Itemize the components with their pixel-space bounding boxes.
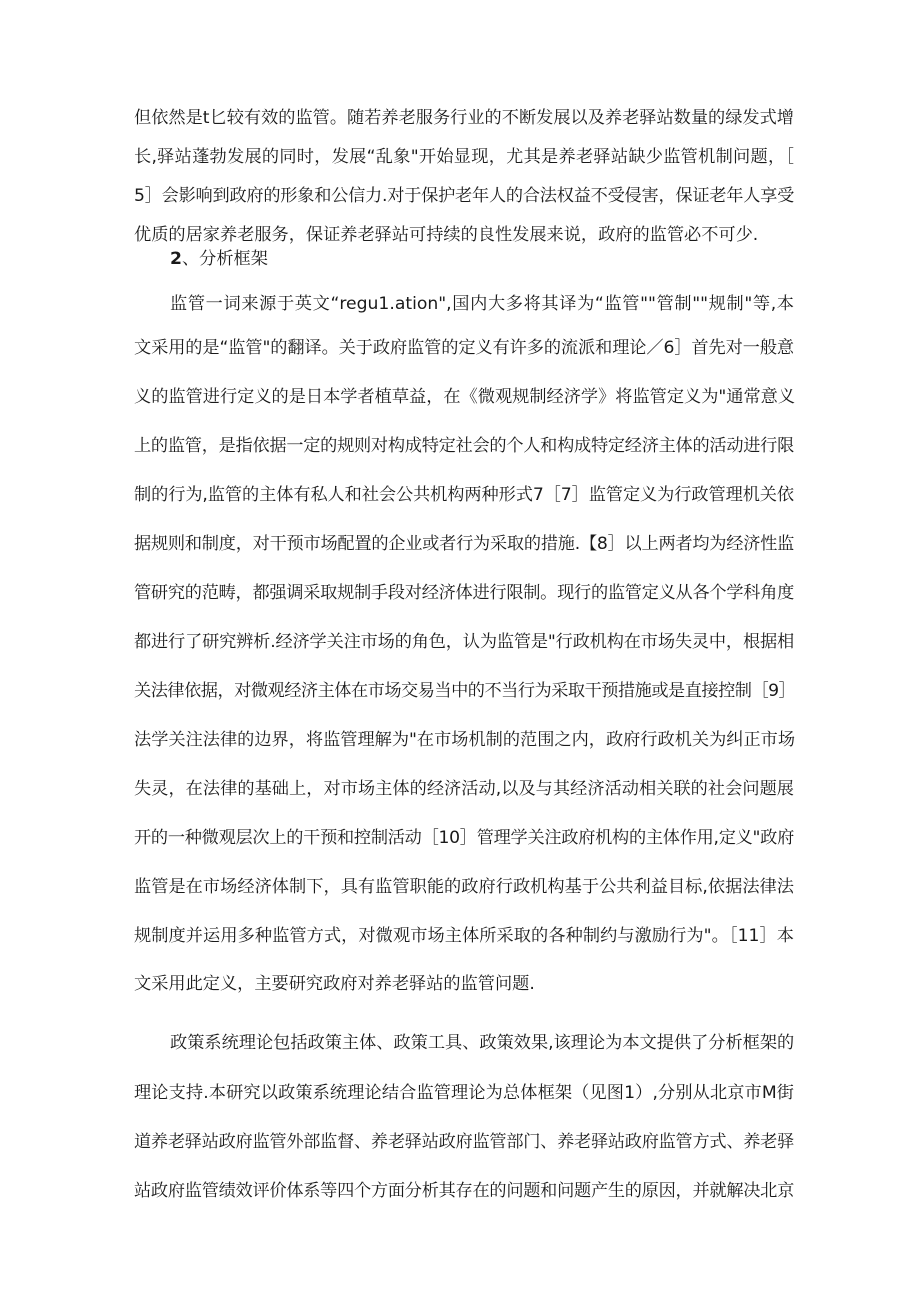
section-number: 2 bbox=[170, 249, 182, 269]
paragraph-line: 站政府监管绩效评价体系等四个方面分析其存在的问题和问题产生的原因，并就解决北京 bbox=[134, 1181, 794, 1201]
paragraph-line: 长,驿站蓬勃发展的同时，发展“乱象"开始显现，尤其是养老驿站缺少监管机制问题，［ bbox=[134, 147, 794, 167]
paragraph-line: 监管是在市场经济体制下，具有监管职能的政府行政机构基于公共利益目标,依据法律法 bbox=[134, 877, 794, 897]
paragraph-line: 理论支持.本研究以政策系统理论结合监管理论为总体框架（见图1）,分别从北京市M街 bbox=[134, 1083, 794, 1103]
paragraph-line: 文采用的是“监管"的翻译。关于政府监管的定义有许多的流派和理论／6］首先对一般意 bbox=[134, 338, 794, 358]
paragraph-line: 失灵，在法律的基础上，对市场主体的经济活动,以及与其经济活动相关联的社会问题展 bbox=[134, 779, 794, 799]
paragraph-line: 法学关注法律的边界，将监管理解为"在市场机制的范围之内，政府行政机关为纠正市场 bbox=[134, 730, 796, 750]
paragraph-line: 道养老驿站政府监管外部监督、养老驿站政府监管部门、养老驿站政府监管方式、养老驿 bbox=[134, 1132, 794, 1152]
paragraph-line: 都进行了研究辨析.经济学关注市场的角色，认为监管是"行政机构在市场失灵中，根据相 bbox=[134, 632, 794, 652]
paragraph-line: 但依然是t匕较有效的监管。随若养老服务行业的不断发展以及养老驿站数量的绿发式增 bbox=[134, 108, 794, 128]
paragraph-line: 5］会影响到政府的形象和公信力.对于保护老年人的合法权益不受侵害，保证老年人享受 bbox=[134, 186, 794, 206]
paragraph-line: 义的监管进行定义的是日本学者植草益，在《微观规制经济学》将监管定义为"通常意义 bbox=[134, 387, 796, 407]
paragraph-line: 管研究的范畴，都强调采取规制手段对经济体进行限制。现行的监管定义从各个学科角度 bbox=[134, 583, 794, 603]
paragraph-line: 开的一种微观层次上的干预和控制活动［10］管理学关注政府机构的主体作用,定义"政府 bbox=[134, 828, 794, 848]
paragraph-line: 监管一词来源于英文“regu1.ation",国内大多将其译为“监管""管制""规制"等,本 bbox=[170, 294, 794, 314]
paragraph-line: 上的监管，是指依据一定的规则对构成特定社会的个人和构成特定经济主体的活动进行限 bbox=[134, 436, 794, 456]
paragraph-line: 据规则和制度，对干预市场配置的企业或者行为采取的措施.【8］以上两者均为经济性监 bbox=[134, 534, 794, 554]
paragraph-line: 文采用此定义，主要研究政府对养老驿站的监管问题. bbox=[134, 974, 535, 994]
section-title: 、分析框架 bbox=[181, 249, 268, 269]
paragraph-line: 关法律依据，对微观经济主体在市场交易当中的不当行为采取干预措施或是直接控制［9］ bbox=[134, 681, 796, 701]
paragraph-line: 规制度并运用多种监管方式，对微观市场主体所采取的各种制约与激励行为"。［11］本 bbox=[134, 926, 794, 946]
paragraph-line: 制的行为,监管的主体有私人和社会公共机构两种形式7［7］监管定义为行政管理机关依 bbox=[134, 485, 794, 505]
section-heading bbox=[170, 239, 268, 279]
paragraph-line: 政策系统理论包括政策主体、政策工具、政策效果,该理论为本文提供了分析框架的 bbox=[170, 1033, 795, 1053]
paragraph-line: 优质的居家养老服务，保证养老驿站可持续的良性发展来说，政府的监管必不可少. bbox=[134, 225, 759, 245]
